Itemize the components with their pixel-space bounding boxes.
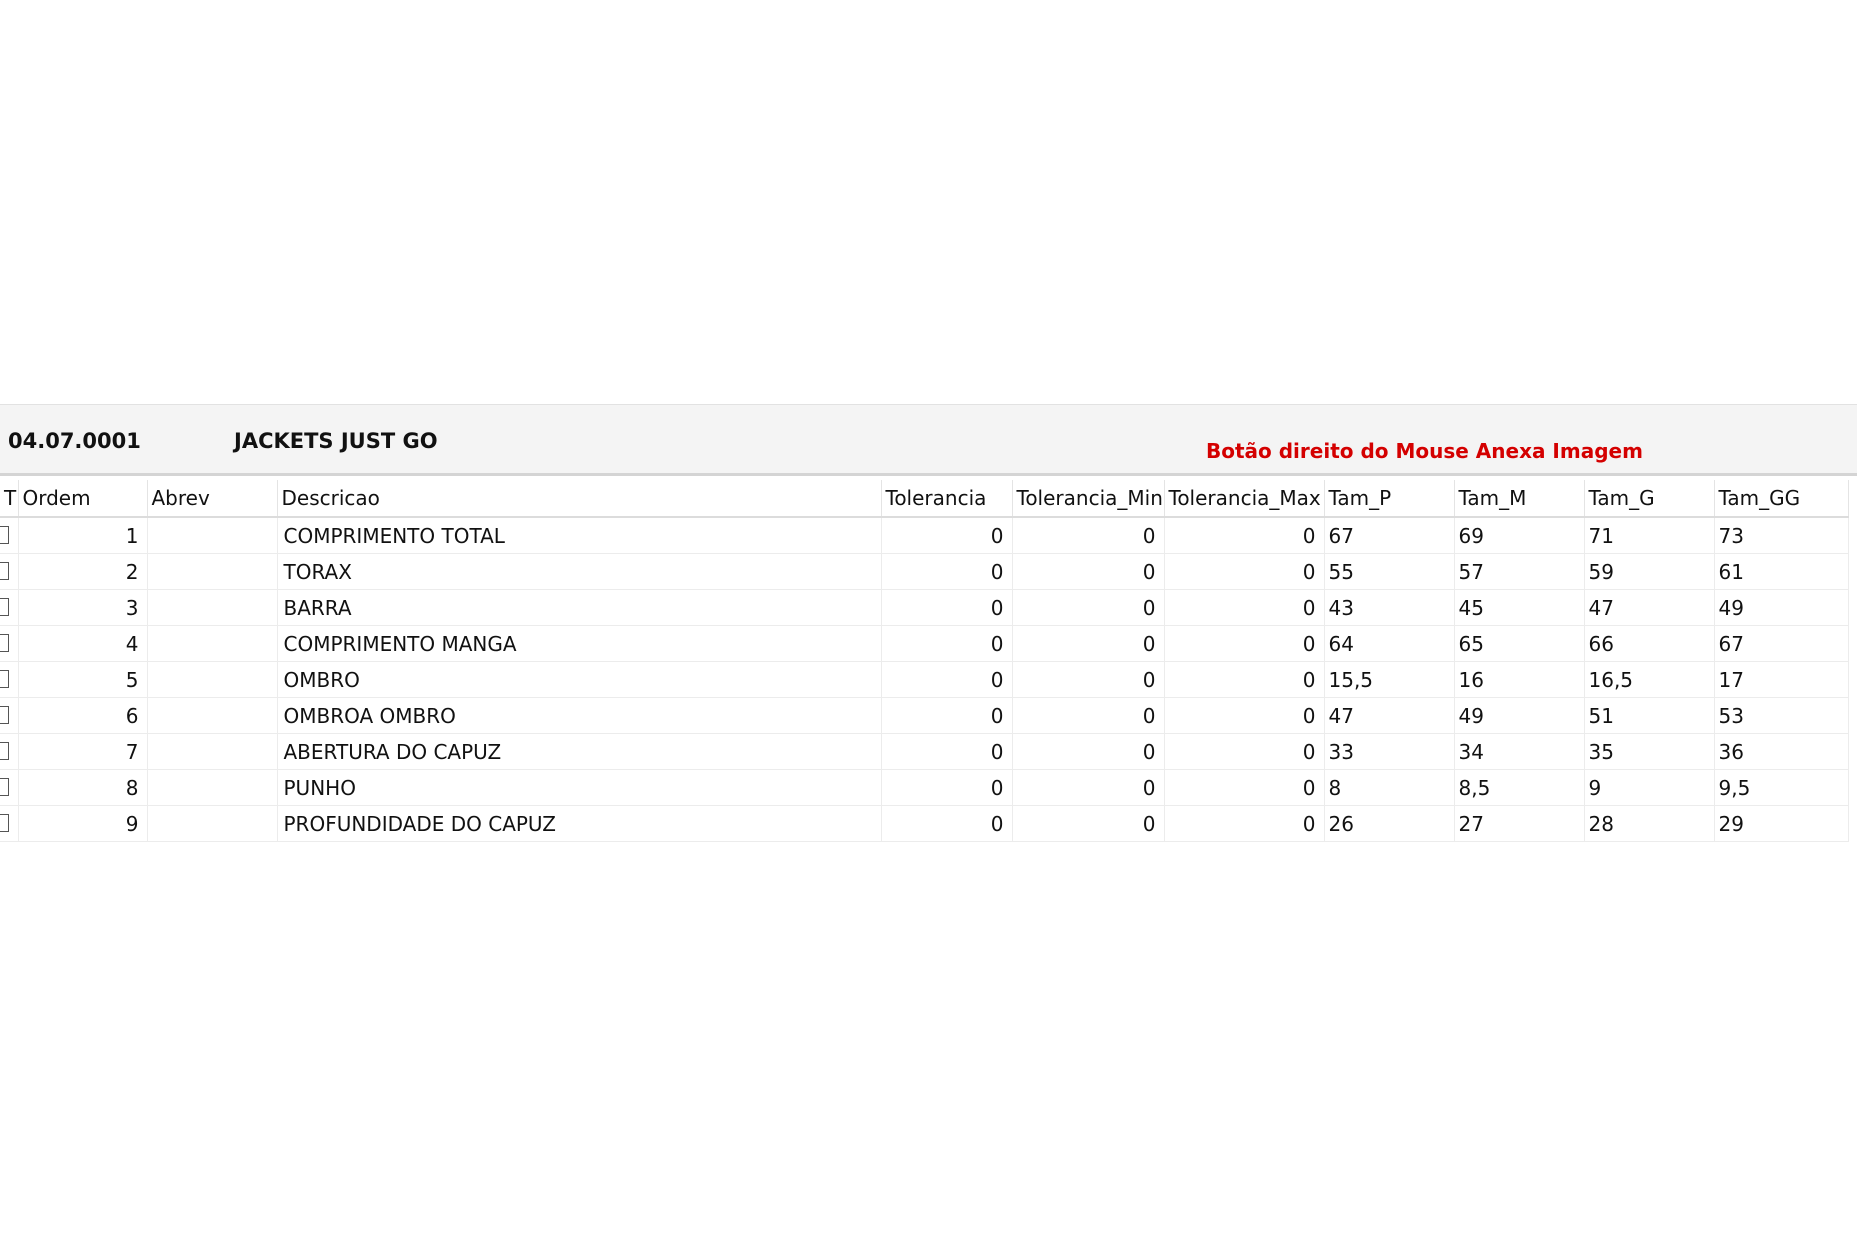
checkbox-icon[interactable] [0,526,9,544]
cell-tolerancia-min[interactable]: 0 [1012,806,1164,842]
cell-tam-g[interactable]: 59 [1584,554,1714,590]
cell-tam-p[interactable]: 33 [1324,734,1454,770]
cell-abrev[interactable] [147,698,277,734]
cell-tam-gg[interactable]: 73 [1714,517,1848,554]
cell-tam-g[interactable]: 35 [1584,734,1714,770]
product-name: JACKETS JUST GO [234,429,438,453]
cell-descricao[interactable]: TORAX [277,554,881,590]
cell-tolerancia-min[interactable]: 0 [1012,734,1164,770]
cell-abrev[interactable] [147,770,277,806]
row-checkbox[interactable] [0,734,18,770]
cell-tam-p[interactable]: 47 [1324,698,1454,734]
cell-ordem[interactable]: 5 [18,662,147,698]
cell-tolerancia[interactable]: 0 [881,698,1012,734]
cell-descricao[interactable]: COMPRIMENTO TOTAL [277,517,881,554]
table-row[interactable] [0,517,1848,554]
cell-tolerancia[interactable]: 0 [881,590,1012,626]
cell-tam-m[interactable]: 69 [1454,517,1584,554]
checkbox-icon[interactable] [0,814,9,832]
cell-tam-g[interactable]: 47 [1584,590,1714,626]
cell-tam-gg[interactable]: 61 [1714,554,1848,590]
checkbox-icon[interactable] [0,706,9,724]
column-header-tam-gg[interactable]: Tam_GG [1714,480,1848,517]
cell-tam-m[interactable]: 34 [1454,734,1584,770]
cell-tolerancia-max[interactable]: 0 [1164,662,1324,698]
cell-tam-gg[interactable]: 9,5 [1714,770,1848,806]
cell-tolerancia-max[interactable]: 0 [1164,590,1324,626]
column-header-tam-p[interactable]: Tam_P [1324,480,1454,517]
row-checkbox[interactable] [0,626,18,662]
table-row[interactable] [0,590,1848,626]
cell-tam-g[interactable]: 9 [1584,770,1714,806]
cell-tam-m[interactable]: 65 [1454,626,1584,662]
column-header-tam-m[interactable]: Tam_M [1454,480,1584,517]
column-header-tolerancia-max[interactable]: Tolerancia_Max [1164,480,1324,517]
cell-tolerancia[interactable]: 0 [881,517,1012,554]
cell-tam-m[interactable]: 45 [1454,590,1584,626]
cell-tam-p[interactable]: 64 [1324,626,1454,662]
cell-tam-p[interactable]: 55 [1324,554,1454,590]
column-header-t[interactable]: T [0,480,18,517]
cell-abrev[interactable] [147,806,277,842]
cell-tolerancia[interactable]: 0 [881,554,1012,590]
table-row[interactable] [0,662,1848,698]
cell-ordem[interactable]: 2 [18,554,147,590]
cell-tam-g[interactable]: 71 [1584,517,1714,554]
product-header [0,404,1857,476]
cell-tam-gg[interactable]: 53 [1714,698,1848,734]
cell-descricao[interactable]: COMPRIMENTO MANGA [277,626,881,662]
cell-ordem[interactable]: 6 [18,698,147,734]
cell-abrev[interactable] [147,626,277,662]
cell-ordem[interactable]: 3 [18,590,147,626]
table-row[interactable] [0,698,1848,734]
cell-tolerancia[interactable]: 0 [881,734,1012,770]
row-checkbox[interactable] [0,554,18,590]
column-header-tolerancia[interactable]: Tolerancia [881,480,1012,517]
cell-tam-gg[interactable]: 29 [1714,806,1848,842]
cell-abrev[interactable] [147,662,277,698]
cell-tolerancia-max[interactable]: 0 [1164,806,1324,842]
cell-abrev[interactable] [147,517,277,554]
cell-tolerancia-min[interactable]: 0 [1012,517,1164,554]
cell-tolerancia-min[interactable]: 0 [1012,698,1164,734]
cell-tam-p[interactable]: 8 [1324,770,1454,806]
cell-tam-g[interactable]: 51 [1584,698,1714,734]
cell-tam-p[interactable]: 67 [1324,517,1454,554]
measurements-grid[interactable] [0,480,1849,842]
cell-tolerancia-min[interactable]: 0 [1012,770,1164,806]
product-code: 04.07.0001 [8,429,141,453]
table-row[interactable] [0,770,1848,806]
cell-descricao[interactable]: OMBRO [277,662,881,698]
column-header-tolerancia-min[interactable]: Tolerancia_Min [1012,480,1164,517]
cell-tolerancia-max[interactable]: 0 [1164,770,1324,806]
cell-tolerancia-min[interactable]: 0 [1012,554,1164,590]
cell-tam-p[interactable]: 43 [1324,590,1454,626]
cell-tolerancia[interactable]: 0 [881,626,1012,662]
cell-tolerancia-max[interactable]: 0 [1164,517,1324,554]
cell-tolerancia-min[interactable]: 0 [1012,626,1164,662]
checkbox-icon[interactable] [0,598,9,616]
cell-tam-gg[interactable]: 17 [1714,662,1848,698]
cell-tolerancia-max[interactable]: 0 [1164,698,1324,734]
cell-tam-gg[interactable]: 49 [1714,590,1848,626]
cell-ordem[interactable]: 9 [18,806,147,842]
cell-tolerancia-max[interactable]: 0 [1164,626,1324,662]
cell-tolerancia-max[interactable]: 0 [1164,554,1324,590]
attach-image-hint: Botão direito do Mouse Anexa Imagem [1206,439,1643,463]
cell-tam-p[interactable]: 15,5 [1324,662,1454,698]
row-checkbox[interactable] [0,770,18,806]
cell-tam-g[interactable]: 66 [1584,626,1714,662]
column-header-abrev[interactable]: Abrev [147,480,277,517]
row-checkbox[interactable] [0,698,18,734]
cell-tolerancia-min[interactable]: 0 [1012,662,1164,698]
column-header-tam-g[interactable]: Tam_G [1584,480,1714,517]
grid-header-row [0,480,1848,517]
row-checkbox[interactable] [0,806,18,842]
cell-abrev[interactable] [147,590,277,626]
table-row[interactable] [0,806,1848,842]
cell-tam-m[interactable]: 16 [1454,662,1584,698]
cell-tam-m[interactable]: 27 [1454,806,1584,842]
column-header-ordem[interactable]: Ordem [18,480,147,517]
cell-tam-gg[interactable]: 67 [1714,626,1848,662]
cell-tam-m[interactable]: 49 [1454,698,1584,734]
cell-ordem[interactable]: 7 [18,734,147,770]
cell-tolerancia[interactable]: 0 [881,806,1012,842]
cell-descricao[interactable]: BARRA [277,590,881,626]
cell-descricao[interactable]: PUNHO [277,770,881,806]
cell-tolerancia-max[interactable]: 0 [1164,734,1324,770]
cell-descricao[interactable]: ABERTURA DO CAPUZ [277,734,881,770]
cell-tolerancia-min[interactable]: 0 [1012,590,1164,626]
cell-descricao[interactable]: OMBROA OMBRO [277,698,881,734]
cell-abrev[interactable] [147,734,277,770]
cell-ordem[interactable]: 8 [18,770,147,806]
cell-tam-m[interactable]: 8,5 [1454,770,1584,806]
cell-tam-gg[interactable]: 36 [1714,734,1848,770]
table-row[interactable] [0,734,1848,770]
row-checkbox[interactable] [0,590,18,626]
cell-tolerancia[interactable]: 0 [881,770,1012,806]
checkbox-icon[interactable] [0,670,9,688]
cell-ordem[interactable]: 1 [18,517,147,554]
checkbox-icon[interactable] [0,562,9,580]
column-header-descricao[interactable]: Descricao [277,480,881,517]
table-row[interactable] [0,554,1848,590]
checkbox-icon[interactable] [0,778,9,796]
checkbox-icon[interactable] [0,634,9,652]
cell-tam-g[interactable]: 16,5 [1584,662,1714,698]
row-checkbox[interactable] [0,662,18,698]
checkbox-icon[interactable] [0,742,9,760]
cell-ordem[interactable]: 4 [18,626,147,662]
cell-abrev[interactable] [147,554,277,590]
row-checkbox[interactable] [0,517,18,554]
cell-tam-p[interactable]: 26 [1324,806,1454,842]
table-row[interactable] [0,626,1848,662]
cell-tam-g[interactable]: 28 [1584,806,1714,842]
cell-tolerancia[interactable]: 0 [881,662,1012,698]
cell-tam-m[interactable]: 57 [1454,554,1584,590]
cell-descricao[interactable]: PROFUNDIDADE DO CAPUZ [277,806,881,842]
